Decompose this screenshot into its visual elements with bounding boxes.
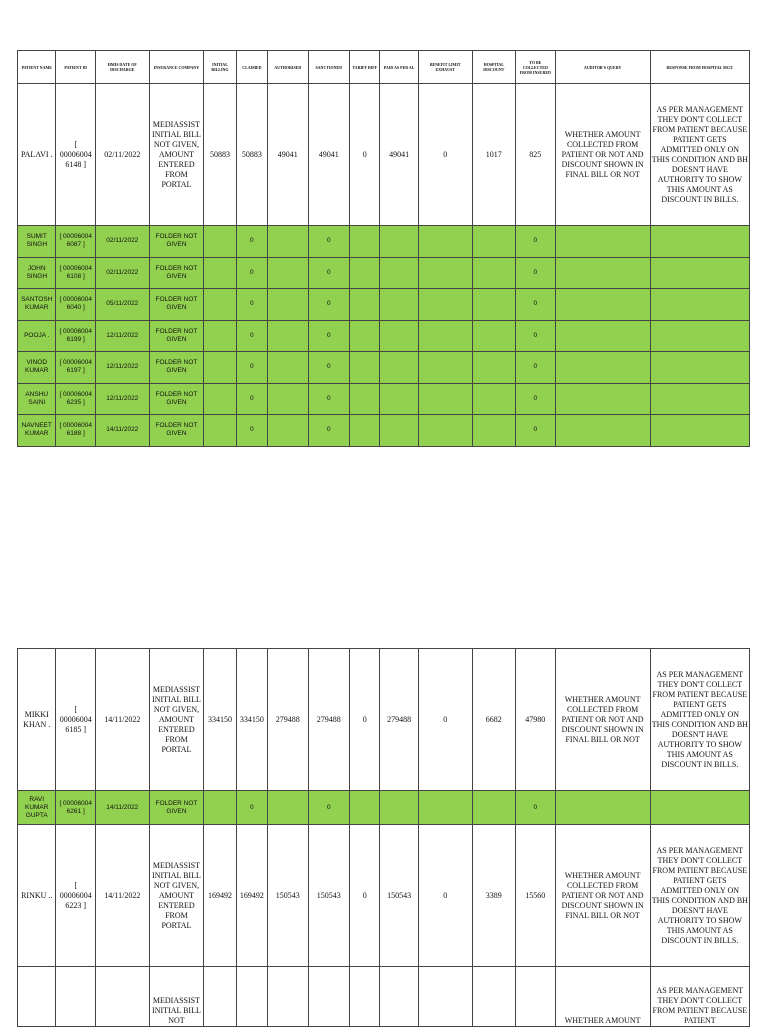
authorised: 279488 <box>268 649 308 791</box>
table-row <box>18 791 750 825</box>
to-be-collected: 0 <box>516 257 555 289</box>
patient-id: [ 00006004 6261 ] <box>56 791 95 825</box>
to-be-collected: 47980 <box>516 649 555 791</box>
col-hospital-discount: HOSPITAL DISCOUNT <box>472 51 516 84</box>
to-be-collected: 0 <box>516 226 555 258</box>
table-row <box>18 415 750 447</box>
discharge-date: 14/11/2022 <box>95 791 149 825</box>
discharge-date: 14/11/2022 <box>95 649 149 791</box>
insurance-company: FOLDER NOT GIVEN <box>149 352 204 384</box>
col-patient-name: PATIENT NAME <box>18 51 56 84</box>
patient-name: RINKU .. <box>18 825 56 967</box>
patient-name: SANTOSH KUMAR <box>18 289 56 321</box>
insurance-company: FOLDER NOT GIVEN <box>149 791 204 825</box>
col-paid-as-per-al: PAID AS PER AL <box>380 51 418 84</box>
benefit-limit: 0 <box>418 649 472 791</box>
claimed: 0 <box>236 383 267 415</box>
initial-billing: 169492 <box>204 825 236 967</box>
col-insurance-company: INSURANCE COMPANY <box>149 51 204 84</box>
hospital-response: AS PER MANAGEMENT THEY DON'T COLLECT FROM PATIENT BECAUSE PATIENT GETS ADMITTED ONLY ON THIS CONDITION AND BH DOESN'T HAVE AUTHORITY TO SHOW THIS AMOUNT AS DISCOUNT IN BILLS. <box>650 84 749 226</box>
table-row <box>18 226 750 258</box>
to-be-collected: 0 <box>516 415 555 447</box>
insurance-company: MEDIASSIST INITIAL BILL NOT GIVEN, AMOUNT ENTERED FROM PORTAL <box>149 84 204 226</box>
hospital-response: AS PER MANAGEMENT THEY DON'T COLLECT FROM PATIENT BECAUSE PATIENT GETS ADMITTED ONLY ON THIS CONDITION AND BH DOESN'T HAVE AUTHORITY TO SHOW THIS AMOUNT AS DISCOUNT IN BILLS. <box>650 649 749 791</box>
insurance-company: MEDIASSIST INITIAL BILL NOT GIVEN, AMOUNT ENTERED FROM PORTAL <box>149 825 204 967</box>
col-tariff-diff: TARIFF DIFF <box>350 51 380 84</box>
col-auditor-query: AUDITOR'S QUERY <box>555 51 650 84</box>
claimed: 169492 <box>236 825 267 967</box>
claimed: 0 <box>236 352 267 384</box>
patient-name: NAVNEET KUMAR <box>18 415 56 447</box>
patient-id: [ 00006004 6185 ] <box>56 649 95 791</box>
authorised: 49041 <box>268 84 308 226</box>
discharge-date: 12/11/2022 <box>95 383 149 415</box>
audit-table-page-1 <box>17 50 750 447</box>
patient-id: [ 00006004 6108 ] <box>56 257 95 289</box>
sanctioned: 0 <box>308 791 350 825</box>
discharge-date: 02/11/2022 <box>95 84 149 226</box>
patient-name: RAVI KUMAR GUPTA <box>18 791 56 825</box>
claimed: 0 <box>236 289 267 321</box>
patient-id: [ 00006004 6197 ] <box>56 352 95 384</box>
col-patient-id: PATIENT ID <box>56 51 95 84</box>
patient-name: VINOD KUMAR <box>18 352 56 384</box>
insurance-company: MEDIASSIST INITIAL BILL NOT GIVEN, AMOUNT ENTERED FROM PORTAL <box>149 649 204 791</box>
hospital-discount: 6682 <box>472 649 516 791</box>
discharge-date: 14/11/2022 <box>95 415 149 447</box>
to-be-collected: 0 <box>516 383 555 415</box>
col-response: RESPONSE FROM HOSPITAL MGT. <box>650 51 749 84</box>
patient-name: POOJA . <box>18 320 56 352</box>
insurance-company: FOLDER NOT GIVEN <box>149 383 204 415</box>
claimed: 50883 <box>236 84 267 226</box>
patient-id: [ 00006004 6148 ] <box>56 84 95 226</box>
hospital-discount: 3389 <box>472 825 516 967</box>
paid-as-per-al: 279488 <box>380 649 418 791</box>
hospital-response: AS PER MANAGEMENT THEY DON'T COLLECT FROM PATIENT BECAUSE PATIENT <box>650 967 749 1027</box>
patient-name: JOHN SINGH <box>18 257 56 289</box>
paid-as-per-al: 150543 <box>380 825 418 967</box>
patient-id: [ 00006004 6235 ] <box>56 383 95 415</box>
discharge-date: 05/11/2022 <box>95 289 149 321</box>
hospital-response: AS PER MANAGEMENT THEY DON'T COLLECT FROM PATIENT BECAUSE PATIENT GETS ADMITTED ONLY ON THIS CONDITION AND BH DOESN'T HAVE AUTHORITY TO SHOW THIS AMOUNT AS DISCOUNT IN BILLS. <box>650 825 749 967</box>
to-be-collected: 0 <box>516 352 555 384</box>
table-row <box>18 289 750 321</box>
patient-id: [ 00006004 6223 ] <box>56 825 95 967</box>
to-be-collected: 0 <box>516 791 555 825</box>
patient-id: [ 00006004 6188 ] <box>56 415 95 447</box>
hospital-discount: 1017 <box>472 84 516 226</box>
auditor-query: WHETHER AMOUNT COLLECTED FROM PATIENT OR NOT AND DISCOUNT SHOWN IN FINAL BILL OR NOT <box>555 84 650 226</box>
sanctioned: 0 <box>308 289 350 321</box>
insurance-company: FOLDER NOT GIVEN <box>149 257 204 289</box>
sanctioned: 279488 <box>308 649 350 791</box>
table-row <box>18 383 750 415</box>
patient-name: ANSHU SAINI <box>18 383 56 415</box>
sanctioned: 49041 <box>308 84 350 226</box>
discharge-date: 14/11/2022 <box>95 825 149 967</box>
discharge-date: 12/11/2022 <box>95 352 149 384</box>
patient-id: [ 00006004 6040 ] <box>56 289 95 321</box>
benefit-limit: 0 <box>418 825 472 967</box>
insurance-company: FOLDER NOT GIVEN <box>149 289 204 321</box>
auditor-query: WHETHER AMOUNT COLLECTED FROM PATIENT OR NOT AND DISCOUNT SHOWN IN FINAL BILL OR NOT <box>555 825 650 967</box>
table-row <box>18 649 750 791</box>
insurance-company: FOLDER NOT GIVEN <box>149 320 204 352</box>
claimed: 0 <box>236 415 267 447</box>
tariff-diff: 0 <box>350 825 380 967</box>
tariff-diff: 0 <box>350 649 380 791</box>
audit-table-page-2 <box>17 648 750 1027</box>
claimed: 0 <box>236 791 267 825</box>
to-be-collected: 0 <box>516 289 555 321</box>
col-claimed: CLAIMED <box>236 51 267 84</box>
col-initial-billing: INITIAL BILLING <box>204 51 236 84</box>
sanctioned: 0 <box>308 257 350 289</box>
to-be-collected: 15560 <box>516 825 555 967</box>
col-to-be-collected: TO BE COLLECTED FROM INSURED <box>516 51 555 84</box>
table-row <box>18 352 750 384</box>
authorised: 150543 <box>268 825 308 967</box>
claimed: 0 <box>236 320 267 352</box>
auditor-query: WHETHER AMOUNT COLLECTED FROM PATIENT OR NOT AND DISCOUNT SHOWN IN FINAL BILL OR NOT <box>555 649 650 791</box>
col-authorised: AUTHORISED <box>268 51 308 84</box>
claimed: 0 <box>236 257 267 289</box>
patient-id: [ 00006004 6199 ] <box>56 320 95 352</box>
col-benefit-limit: BENEFIT LIMIT EXHAUST <box>418 51 472 84</box>
table-row <box>18 825 750 967</box>
paid-as-per-al: 49041 <box>380 84 418 226</box>
benefit-limit: 0 <box>418 84 472 226</box>
to-be-collected: 825 <box>516 84 555 226</box>
insurance-company: FOLDER NOT GIVEN <box>149 226 204 258</box>
initial-billing: 50883 <box>204 84 236 226</box>
insurance-company: MEDIASSIST INITIAL BILL NOT <box>149 967 204 1027</box>
sanctioned: 0 <box>308 415 350 447</box>
patient-name: MIKKI KHAN . <box>18 649 56 791</box>
to-be-collected: 0 <box>516 320 555 352</box>
discharge-date: 02/11/2022 <box>95 257 149 289</box>
sanctioned: 0 <box>308 226 350 258</box>
discharge-date: 12/11/2022 <box>95 320 149 352</box>
col-sanctioned: SANCTIONED <box>308 51 350 84</box>
table-row-partial <box>18 967 750 1027</box>
patient-name: PALAVI . <box>18 84 56 226</box>
sanctioned: 0 <box>308 320 350 352</box>
table-row <box>18 320 750 352</box>
claimed: 0 <box>236 226 267 258</box>
auditor-query: WHETHER AMOUNT <box>555 967 650 1027</box>
patient-name: SUMIT SINGH <box>18 226 56 258</box>
initial-billing: 334150 <box>204 649 236 791</box>
sanctioned: 150543 <box>308 825 350 967</box>
patient-id: [ 00006004 6087 ] <box>56 226 95 258</box>
sanctioned: 0 <box>308 352 350 384</box>
sanctioned: 0 <box>308 383 350 415</box>
col-discharge-date: HMIS DATE OF DISCHARGE <box>95 51 149 84</box>
table-row <box>18 257 750 289</box>
discharge-date: 02/11/2022 <box>95 226 149 258</box>
tariff-diff: 0 <box>350 84 380 226</box>
claimed: 334150 <box>236 649 267 791</box>
table-row <box>18 84 750 226</box>
header-row <box>18 51 750 84</box>
insurance-company: FOLDER NOT GIVEN <box>149 415 204 447</box>
